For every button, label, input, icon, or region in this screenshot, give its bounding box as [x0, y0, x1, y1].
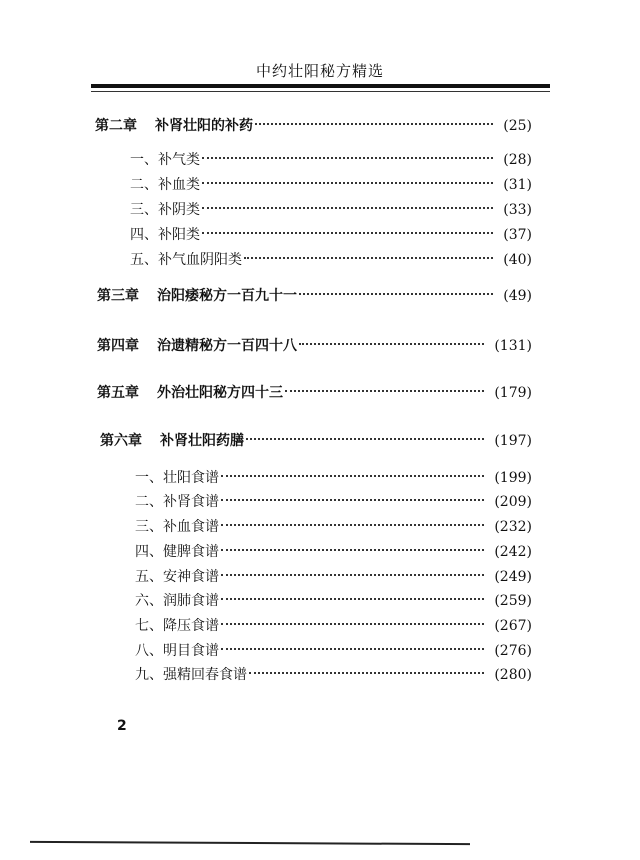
toc-section-entry	[135, 492, 532, 512]
section-page: (276)	[494, 643, 532, 659]
chapter-page: (131)	[494, 338, 532, 354]
dot-leader	[299, 343, 484, 345]
section-page: (267)	[494, 618, 532, 634]
section-title: 八、明目食谱	[135, 643, 219, 659]
section-title: 一、壮阳食谱	[135, 470, 219, 486]
toc-chapter-entry	[95, 116, 532, 136]
section-page: (28)	[503, 152, 532, 168]
dot-leader	[202, 207, 493, 209]
toc-chapter-entry	[97, 286, 532, 306]
toc-section-entry	[135, 616, 532, 636]
dot-leader	[249, 672, 484, 674]
toc-section-entry	[130, 175, 532, 195]
page-number: 2	[117, 718, 127, 734]
section-page: (280)	[494, 667, 532, 683]
dot-leader	[221, 574, 484, 576]
toc-chapter-entry	[97, 336, 532, 356]
section-page: (259)	[494, 593, 532, 609]
chapter-title: 治阳痿秘方一百九十一	[157, 288, 297, 304]
running-header: 中约壮阳秘方精选	[255, 62, 384, 80]
toc-section-entry	[135, 665, 532, 685]
header-rule-thick	[91, 84, 550, 88]
toc-chapter-entry	[100, 431, 532, 451]
toc-section-entry	[135, 591, 532, 611]
section-page: (37)	[503, 227, 532, 243]
chapter-number: 第四章	[97, 338, 139, 354]
dot-leader	[285, 390, 484, 392]
dot-leader	[221, 524, 484, 526]
toc-section-entry	[135, 567, 532, 587]
toc-section-entry	[130, 225, 532, 245]
header-rule-thin	[91, 91, 550, 92]
section-page: (209)	[494, 494, 532, 510]
dot-leader	[202, 182, 493, 184]
section-title: 三、补阴类	[130, 202, 200, 218]
section-title: 五、补气血阴阳类	[130, 252, 242, 268]
chapter-page: (49)	[503, 288, 532, 304]
toc-section-entry	[135, 468, 532, 488]
dot-leader	[221, 623, 484, 625]
dot-leader	[221, 598, 484, 600]
section-title: 四、健脾食谱	[135, 544, 219, 560]
dot-leader	[221, 499, 484, 501]
chapter-number: 第二章	[95, 118, 137, 134]
section-page: (40)	[503, 252, 532, 268]
dot-leader	[221, 648, 484, 650]
section-title: 六、润肺食谱	[135, 593, 219, 609]
toc-section-entry	[135, 517, 532, 537]
section-title: 二、补血类	[130, 177, 200, 193]
section-page: (31)	[503, 177, 532, 193]
section-title: 三、补血食谱	[135, 519, 219, 535]
dot-leader	[244, 257, 493, 259]
section-title: 九、强精回春食谱	[135, 667, 247, 683]
section-title: 五、安神食谱	[135, 569, 219, 585]
toc-section-entry	[130, 200, 532, 220]
section-title: 四、补阳类	[130, 227, 200, 243]
dot-leader	[221, 549, 484, 551]
toc-section-entry	[135, 542, 532, 562]
dot-leader	[202, 157, 493, 159]
dot-leader	[246, 438, 484, 440]
dot-leader	[202, 232, 493, 234]
toc-chapter-entry	[97, 383, 532, 403]
chapter-number: 第六章	[100, 433, 142, 449]
section-title: 一、补气类	[130, 152, 200, 168]
toc-section-entry	[135, 641, 532, 661]
section-page: (242)	[494, 544, 532, 560]
dot-leader	[299, 293, 493, 295]
section-title: 七、降压食谱	[135, 618, 219, 634]
chapter-title: 补肾壮阳药膳	[160, 433, 244, 449]
scan-edge-line	[30, 841, 470, 845]
chapter-title: 治遗精秘方一百四十八	[157, 338, 297, 354]
dot-leader	[221, 475, 484, 477]
section-page: (33)	[503, 202, 532, 218]
chapter-number: 第五章	[97, 385, 139, 401]
dot-leader	[255, 123, 493, 125]
chapter-number: 第三章	[97, 288, 139, 304]
section-page: (199)	[494, 470, 532, 486]
section-page: (232)	[494, 519, 532, 535]
chapter-title: 补肾壮阳的补药	[155, 118, 253, 134]
chapter-page: (179)	[494, 385, 532, 401]
section-page: (249)	[494, 569, 532, 585]
section-title: 二、补肾食谱	[135, 494, 219, 510]
chapter-title: 外治壮阳秘方四十三	[157, 385, 283, 401]
chapter-page: (25)	[503, 118, 532, 134]
chapter-page: (197)	[494, 433, 532, 449]
toc-section-entry	[130, 150, 532, 170]
toc-section-entry	[130, 250, 532, 270]
